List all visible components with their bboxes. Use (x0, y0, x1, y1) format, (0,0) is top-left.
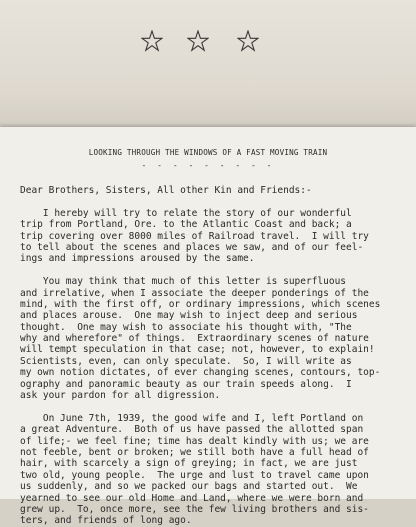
title-divider: - - - - - - - - - (141, 161, 275, 170)
paragraph-line: mind, with the first off, or ordinary impressions, which scenes (20, 298, 381, 310)
star-ornaments (141, 30, 261, 56)
paragraph-line: us suddenly, and so we packed our bags and started out. We (20, 481, 358, 493)
letter-page (0, 127, 416, 527)
paragraph-line: a great Adventure. Both of us have passed the allotted span (20, 424, 364, 436)
paragraph-line: why and wherefore" of things. Extraordinary scenes of nature (20, 333, 369, 345)
document-title: LOOKING THROUGH THE WINDOWS OF A FAST MOVING TRAIN (88, 148, 328, 157)
star-icon (237, 30, 259, 52)
paragraph-line: my own notion dictates, of ever changing scenes, contours, top- (20, 367, 381, 379)
paragraph-line: ings and impressions aroused by the same. (20, 253, 255, 265)
paragraph-line: thought. One may wish to associate his thought with, "The (20, 321, 352, 333)
paragraph-line: trip from Portland, Ore. to the Atlantic Coast and back; a (20, 219, 352, 231)
paragraph-line: Scientists, even, can only speculate. So, I will write as (20, 355, 352, 367)
paragraph-line: and irrelative, when I associate the deeper ponderings of the (20, 287, 369, 299)
paragraph-line: of life;- we feel fine; time has dealt kindly with us; we are (20, 435, 369, 447)
paragraph-line: ography and panoramic beauty as our train speeds along. I (20, 378, 352, 390)
paragraph-line: will tempt speculation in that case; not, however, to explain! (20, 344, 375, 356)
paragraph-line: and places arouse. One may wish to inject deep and serious (20, 310, 358, 322)
paragraph-line: two old, young people. The urge and lust to travel came upon (20, 469, 369, 481)
paragraph-line: grew up. To, once more, see the few living brothers and sis- (20, 503, 369, 515)
paragraph-line: You may think that much of this letter is superfluous (20, 276, 347, 288)
paragraph-line: I hereby will try to relate the story of our wonderful (20, 207, 352, 219)
paragraph-line: trip covering over 8000 miles of Railroad travel. I will try (20, 230, 369, 242)
paragraph-line: yearned to see our old Home and Land, where we were born and (20, 492, 364, 504)
paragraph-line: hair, with scarcely a sign of greying; in fact, we are just (20, 458, 358, 470)
paragraph-line: to tell about the scenes and places we saw, and of our feel- (20, 241, 364, 253)
cover-sheet (0, 0, 416, 127)
star-icon (141, 30, 163, 52)
star-icon (187, 30, 209, 52)
letter-body (20, 185, 416, 527)
paragraph-line: ask your pardon for all digression. (20, 390, 221, 402)
paragraph-line: On June 7th, 1939, the good wife and I, left Portland on (20, 412, 364, 424)
salutation: Dear Brothers, Sisters, All other Kin and Friends:- (20, 185, 312, 196)
paragraph-line: not feeble, bent or broken; we still both have a full head of (20, 446, 369, 458)
paragraph-line: ters, and friends of long ago. (20, 515, 192, 527)
